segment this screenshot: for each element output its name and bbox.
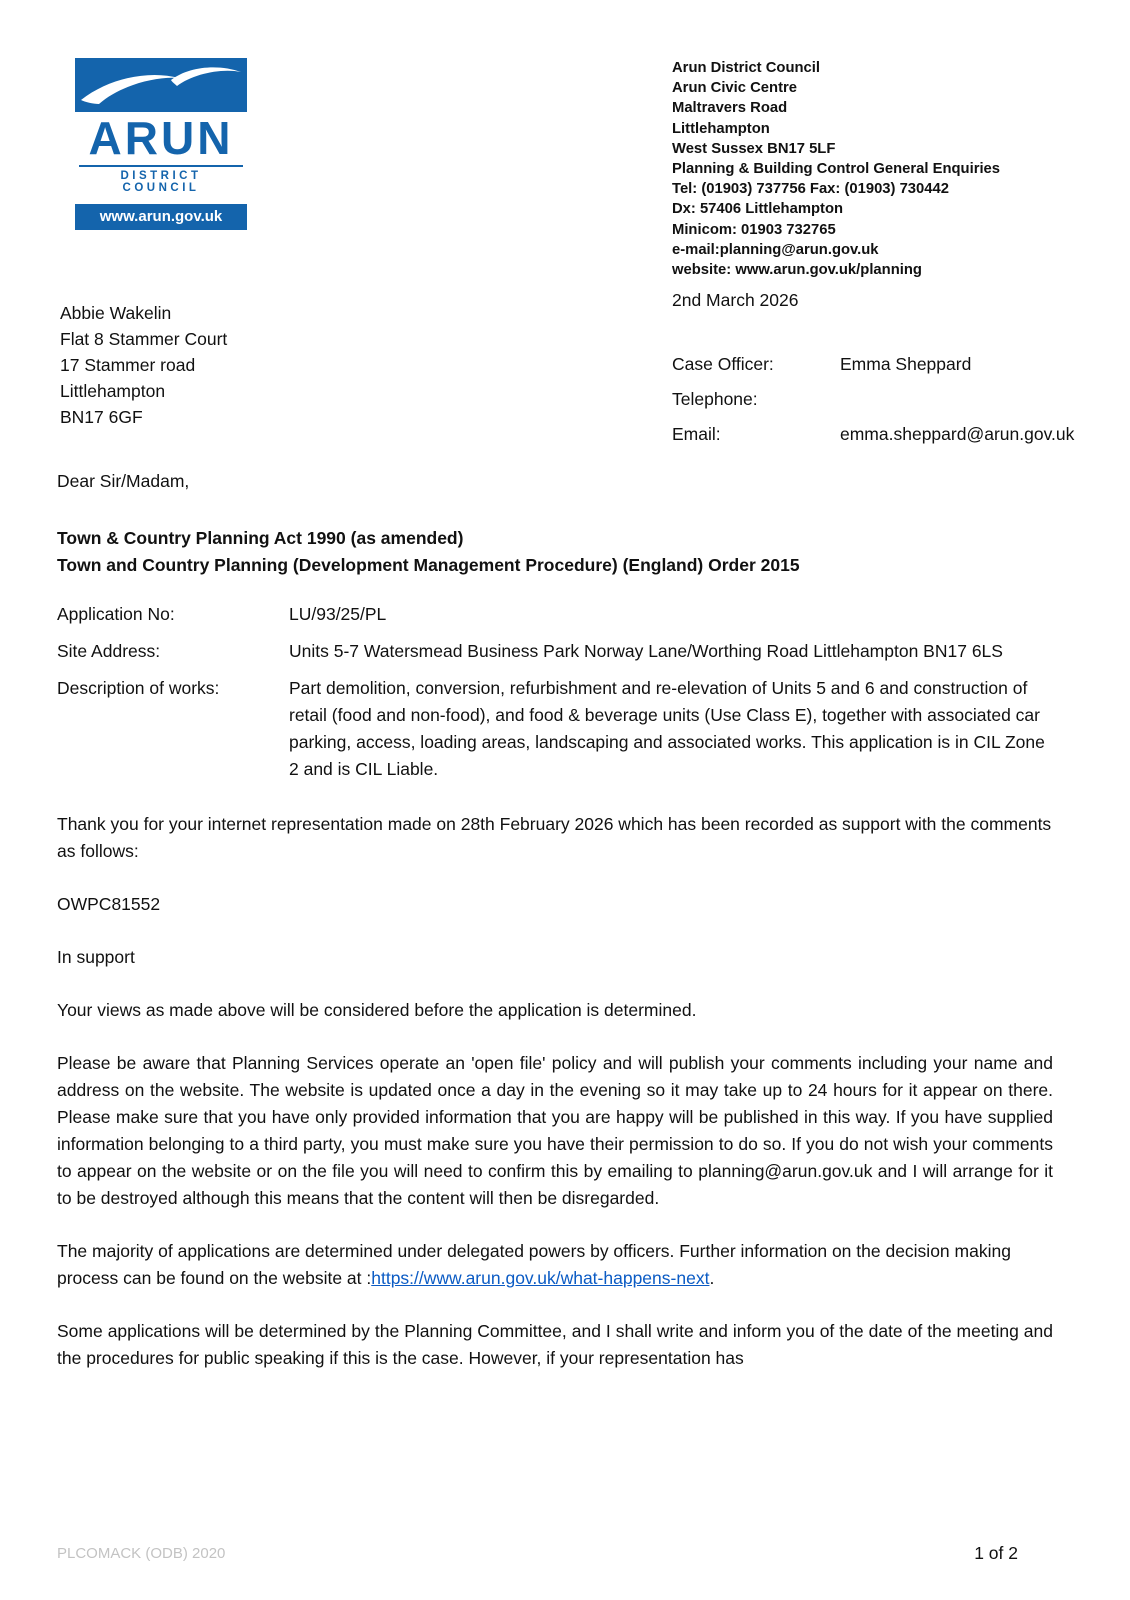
council-address-line: Arun District Council (672, 60, 820, 76)
logo-subtitle: DISTRICT COUNCIL (79, 165, 243, 194)
case-officer-row (672, 354, 1130, 375)
council-address-line: Minicom: 01903 732765 (672, 221, 836, 238)
legal-heading-line2: Town and Country Planning (Development Management Procedure) (England) Order 2015 (57, 555, 800, 575)
paragraph-views-considered: Your views as made above will be considered before the application is determined. (57, 1000, 697, 1020)
council-address-line: Tel: (01903) 737756 Fax: (01903) 730442 (672, 181, 949, 198)
salutation: Dear Sir/Madam, (57, 471, 190, 491)
telephone-row (672, 389, 1130, 410)
document-code: PLCOMACK (ODB) 2020 (57, 1545, 226, 1562)
page-number: 1 of 2 (974, 1543, 1018, 1563)
telephone-label: Telephone: (672, 389, 758, 409)
recipient-line: BN17 6GF (60, 407, 143, 427)
letter-body (57, 468, 1053, 1398)
site-address-value: Units 5-7 Watersmead Business Park Norway Lane/Worthing Road Littlehampton BN17 6LS (289, 641, 1003, 661)
legal-heading-line1: Town & Country Planning Act 1990 (as amended) (57, 528, 464, 548)
paragraph-planning-committee: Some applications will be determined by the Planning Committee, and I shall write and inform you of the date of the meeting and the procedures for public speaking if this is the case. However, if your representation has (57, 1321, 1053, 1368)
case-officer-label: Case Officer: (672, 354, 774, 374)
paragraph-open-file-policy: Please be aware that Planning Services operate an 'open file' policy and will publish your comments including your name and address on the website. The website is updated once a day in the evening so it may take up to 24 hours for it appear on there. Please make sure that you have only provided information that you are happy will be published in this way. If you have supplied information belonging to a third party, you must make sure you have their permission to do so. If you do not wish your comments to appear on the website or on the file you will need to confirm this by emailing to planning@arun.gov.uk and I will arrange for it to be destroyed although this means that the content will then be disregarded. (57, 1053, 1053, 1208)
recipient-line: 17 Stammer road (60, 355, 196, 375)
council-address-line: Maltravers Road (672, 100, 788, 117)
application-no-row (57, 601, 1053, 628)
logo-website-bar: www.arun.gov.uk (75, 204, 247, 230)
council-address-line: Dx: 57406 Littlehampton (672, 201, 844, 218)
case-details-block (672, 354, 1130, 459)
recipient-address-block (60, 300, 227, 430)
council-address-line: Planning & Building Control General Enquiries (672, 161, 1001, 178)
paragraph-delegated-powers (57, 1238, 1053, 1292)
description-row (57, 675, 1053, 783)
site-address-label: Site Address: (57, 641, 161, 661)
recipient-line: Abbie Wakelin (60, 303, 172, 323)
council-address-line: West Sussex BN17 5LF (672, 140, 836, 157)
application-details (57, 601, 1053, 783)
recipient-line: Flat 8 Stammer Court (60, 329, 228, 349)
recipient-line: Littlehampton (60, 381, 166, 401)
council-address-block (672, 58, 1122, 280)
email-row (672, 424, 1130, 445)
representation-reference: OWPC81552 (57, 894, 161, 914)
legal-heading (57, 525, 1053, 579)
application-no-value: LU/93/25/PL (289, 604, 387, 624)
what-happens-next-link[interactable]: https://www.arun.gov.uk/what-happens-next (371, 1268, 710, 1288)
description-label: Description of works: (57, 678, 220, 698)
site-address-row (57, 638, 1053, 665)
email-label: Email: (672, 424, 721, 444)
seagulls-icon (75, 58, 247, 112)
paragraph-thank-you: Thank you for your internet representation made on 28th February 2026 which has been recorded as support with the comments as follows: (57, 814, 1052, 861)
council-address-line: Arun Civic Centre (672, 80, 797, 97)
paragraph-delegated-text: The majority of applications are determined under delegated powers by officers. Further information on the decision making process can be found on the website at : (57, 1241, 1011, 1288)
description-value: Part demolition, conversion, refurbishment and re-elevation of Units 5 and 6 and construction of retail (food and non-food), and food & beverage units (Use Class E), together with associated car parking, access, loading areas, landscaping and associated works. This application is in CIL Zone 2 and is CIL Liable. (289, 678, 1045, 779)
case-officer-value: Emma Sheppard (840, 354, 972, 374)
letter-date: 2nd March 2026 (672, 290, 799, 310)
support-status: In support (57, 947, 135, 967)
email-value: emma.sheppard@arun.gov.uk (840, 424, 1075, 444)
paragraph-delegated-period: . (709, 1268, 715, 1288)
arun-logo (75, 58, 247, 230)
council-address-line: Littlehampton (672, 120, 770, 137)
council-address-line: website: www.arun.gov.uk/planning (672, 262, 922, 279)
logo-wordmark: ARUN (88, 112, 234, 164)
application-no-label: Application No: (57, 604, 175, 624)
council-address-line: e-mail:planning@arun.gov.uk (672, 241, 879, 258)
